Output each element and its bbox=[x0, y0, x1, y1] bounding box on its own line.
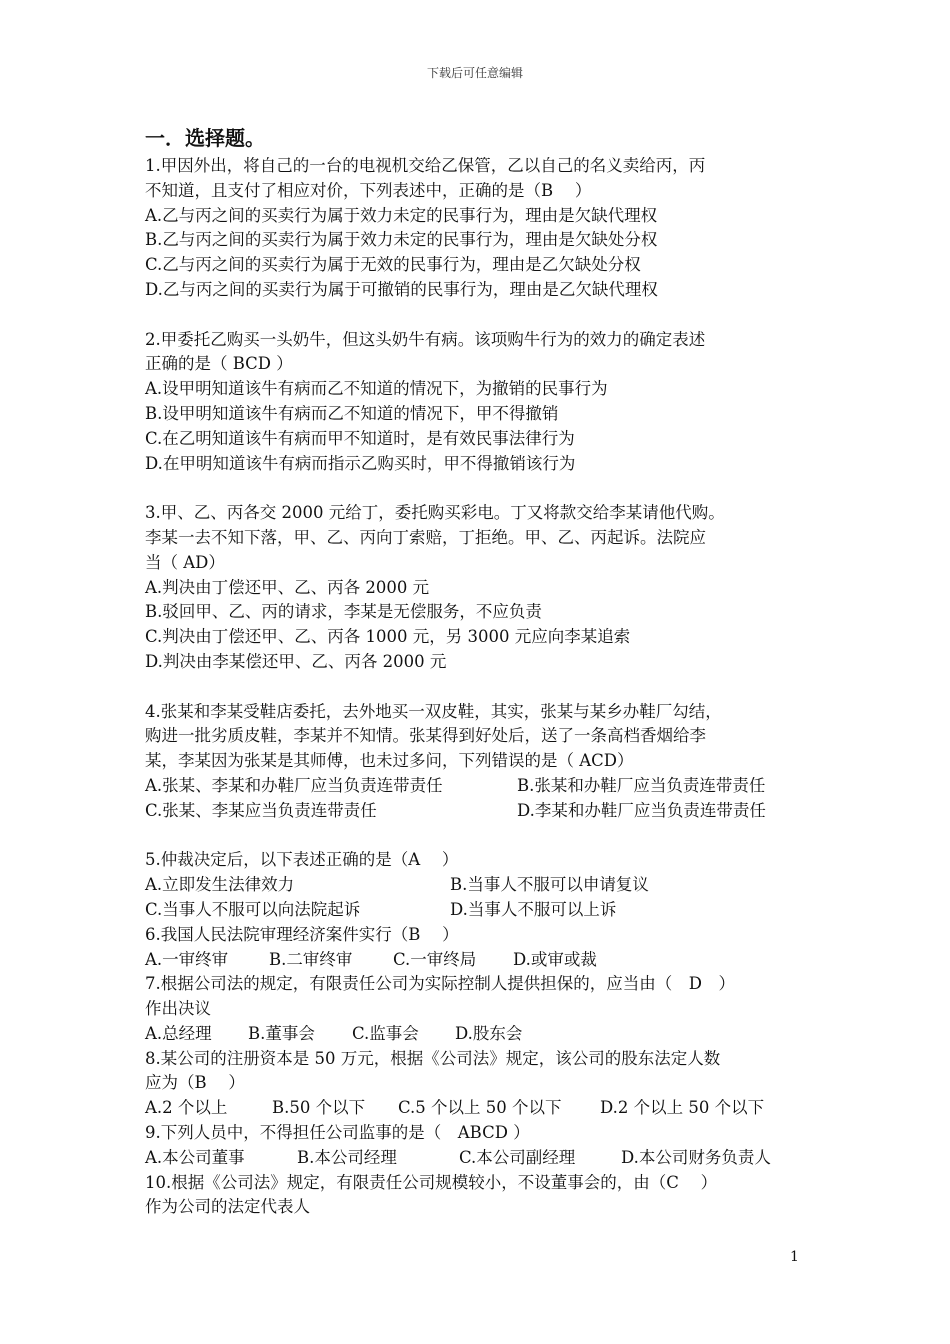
question-2 bbox=[145, 328, 835, 477]
option-b: B.当事人不服可以申请复议 bbox=[450, 875, 649, 895]
option-row bbox=[145, 1146, 835, 1171]
question-text: 某，李某因为张某是其师傅，也未过多问，下列错误的是（ ACD） bbox=[145, 751, 634, 771]
option-d: D.当事人不服可以上诉 bbox=[450, 899, 617, 919]
option-a: A.2 个以上 bbox=[145, 1098, 228, 1118]
question-text: 1.甲因外出，将自己的一台的电视机交给乙保管，乙以自己的名义卖给丙，丙 bbox=[145, 156, 706, 175]
question-text: 应为（B ） bbox=[145, 1073, 245, 1093]
question-1 bbox=[145, 154, 835, 303]
question-4 bbox=[145, 700, 835, 824]
question-6 bbox=[145, 923, 835, 973]
question-text: 正确的是（ BCD ） bbox=[145, 354, 293, 374]
spacer bbox=[145, 303, 835, 328]
question-9 bbox=[145, 1121, 835, 1171]
option-c: C.张某、李某应当负责连带责任 bbox=[145, 800, 377, 820]
question-text: 购进一批劣质皮鞋，李某并不知情。张某得到好处后，送了一条高档香烟给李 bbox=[145, 726, 706, 746]
option-b: B.设甲明知道该牛有病而乙不知道的情况下，甲不得撤销 bbox=[145, 403, 559, 423]
question-text: 5.仲裁决定后，以下表述正确的是（A ） bbox=[145, 850, 459, 870]
option-c: C.在乙明知道该牛有病而甲不知道时，是有效民事法律行为 bbox=[145, 428, 575, 448]
question-text: 不知道，且支付了相应对价，下列表述中，正确的是（B ） bbox=[145, 180, 592, 200]
option-a: A.判决由丁偿还甲、乙、丙各 2000 元 bbox=[145, 577, 430, 597]
option-c: C.当事人不服可以向法院起诉 bbox=[145, 899, 361, 919]
section-title: 一．选择题。 bbox=[145, 126, 265, 150]
option-d: D.股东会 bbox=[455, 1023, 523, 1043]
option-row bbox=[145, 774, 835, 799]
option-b: B.二审终审 bbox=[269, 949, 353, 969]
option-c: C.监事会 bbox=[352, 1023, 419, 1043]
question-text: 作出决议 bbox=[145, 999, 211, 1019]
option-a: A.设甲明知道该牛有病而乙不知道的情况下，为撤销的民事行为 bbox=[145, 379, 608, 399]
option-d: D.乙与丙之间的买卖行为属于可撤销的民事行为，理由是乙欠缺代理权 bbox=[145, 279, 658, 299]
spacer bbox=[145, 476, 835, 501]
option-b: B.乙与丙之间的买卖行为属于效力未定的民事行为，理由是欠缺处分权 bbox=[145, 230, 658, 250]
option-d: D.或审或裁 bbox=[513, 949, 597, 969]
option-row bbox=[145, 799, 835, 824]
question-text: 3.甲、乙、丙各交 2000 元给丁，委托购买彩电。丁又将款交给李某请他代购。 bbox=[145, 503, 725, 523]
option-c: C.判决由丁偿还甲、乙、丙各 1000 元，另 3000 元应向李某追索 bbox=[145, 627, 631, 647]
option-b: B.本公司经理 bbox=[297, 1147, 397, 1167]
question-3 bbox=[145, 501, 835, 675]
question-5 bbox=[145, 848, 835, 922]
question-10 bbox=[145, 1171, 835, 1221]
option-c: C.5 个以上 50 个以下 bbox=[398, 1098, 562, 1118]
option-b: B.张某和办鞋厂应当负责连带责任 bbox=[517, 775, 766, 795]
option-d: D.2 个以上 50 个以下 bbox=[600, 1098, 765, 1118]
option-row bbox=[145, 1022, 835, 1047]
option-d: D.本公司财务负责人 bbox=[621, 1147, 771, 1167]
question-text: 当（ AD） bbox=[145, 552, 225, 572]
option-c: C.一审终局 bbox=[393, 949, 477, 969]
option-row bbox=[145, 1096, 835, 1121]
question-text: 10.根据《公司法》规定，有限责任公司规模较小，不设董事会的，由（C ） bbox=[145, 1172, 718, 1192]
option-b: B.董事会 bbox=[248, 1023, 315, 1043]
question-text: 4.张某和李某受鞋店委托，去外地买一双皮鞋，其实，张某与某乡办鞋厂勾结， bbox=[145, 701, 722, 721]
question-8 bbox=[145, 1047, 835, 1121]
spacer bbox=[145, 824, 835, 849]
question-text: 8.某公司的注册资本是 50 万元，根据《公司法》规定，该公司的股东法定人数 bbox=[145, 1048, 721, 1068]
option-row bbox=[145, 898, 835, 923]
option-c: C.乙与丙之间的买卖行为属于无效的民事行为，理由是乙欠缺处分权 bbox=[145, 255, 641, 275]
option-a: A.立即发生法律效力 bbox=[145, 875, 295, 895]
option-c: C.本公司副经理 bbox=[459, 1147, 576, 1167]
question-text: 9.下列人员中，不得担任公司监事的是（ ABCD ） bbox=[145, 1123, 530, 1143]
spacer bbox=[145, 675, 835, 700]
question-text: 7.根据公司法的规定，有限责任公司为实际控制人提供担保的，应当由（ D ） bbox=[145, 974, 735, 994]
question-text: 2.甲委托乙购买一头奶牛，但这头奶牛有病。该项购牛行为的效力的确定表述 bbox=[145, 329, 706, 349]
page-number: 1 bbox=[790, 1249, 799, 1265]
option-a: A.一审终审 bbox=[145, 949, 229, 969]
option-b: B.50 个以下 bbox=[272, 1098, 366, 1118]
question-text: 作为公司的法定代表人 bbox=[145, 1197, 310, 1217]
option-d: D.李某和办鞋厂应当负责连带责任 bbox=[517, 800, 766, 820]
page-header: 下载后可任意编辑 bbox=[426, 66, 523, 80]
option-a: A.张某、李某和办鞋厂应当负责连带责任 bbox=[145, 775, 443, 795]
option-d: D.判决由李某偿还甲、乙、丙各 2000 元 bbox=[145, 651, 447, 671]
question-text: 李某一去不知下落，甲、乙、丙向丁索赔，丁拒绝。甲、乙、丙起诉。法院应 bbox=[145, 527, 706, 547]
option-row bbox=[145, 873, 835, 898]
option-d: D.在甲明知道该牛有病而指示乙购买时，甲不得撤销该行为 bbox=[145, 453, 576, 473]
option-row bbox=[145, 948, 835, 973]
option-a: A.乙与丙之间的买卖行为属于效力未定的民事行为，理由是欠缺代理权 bbox=[145, 205, 658, 225]
option-b: B.驳回甲、乙、丙的请求，李某是无偿服务，不应负责 bbox=[145, 602, 542, 622]
option-a: A.本公司董事 bbox=[145, 1147, 245, 1167]
question-7 bbox=[145, 972, 835, 1046]
question-text: 6.我国人民法院审理经济案件实行（B ） bbox=[145, 924, 459, 944]
option-a: A.总经理 bbox=[145, 1023, 212, 1043]
document-body bbox=[145, 122, 835, 1220]
